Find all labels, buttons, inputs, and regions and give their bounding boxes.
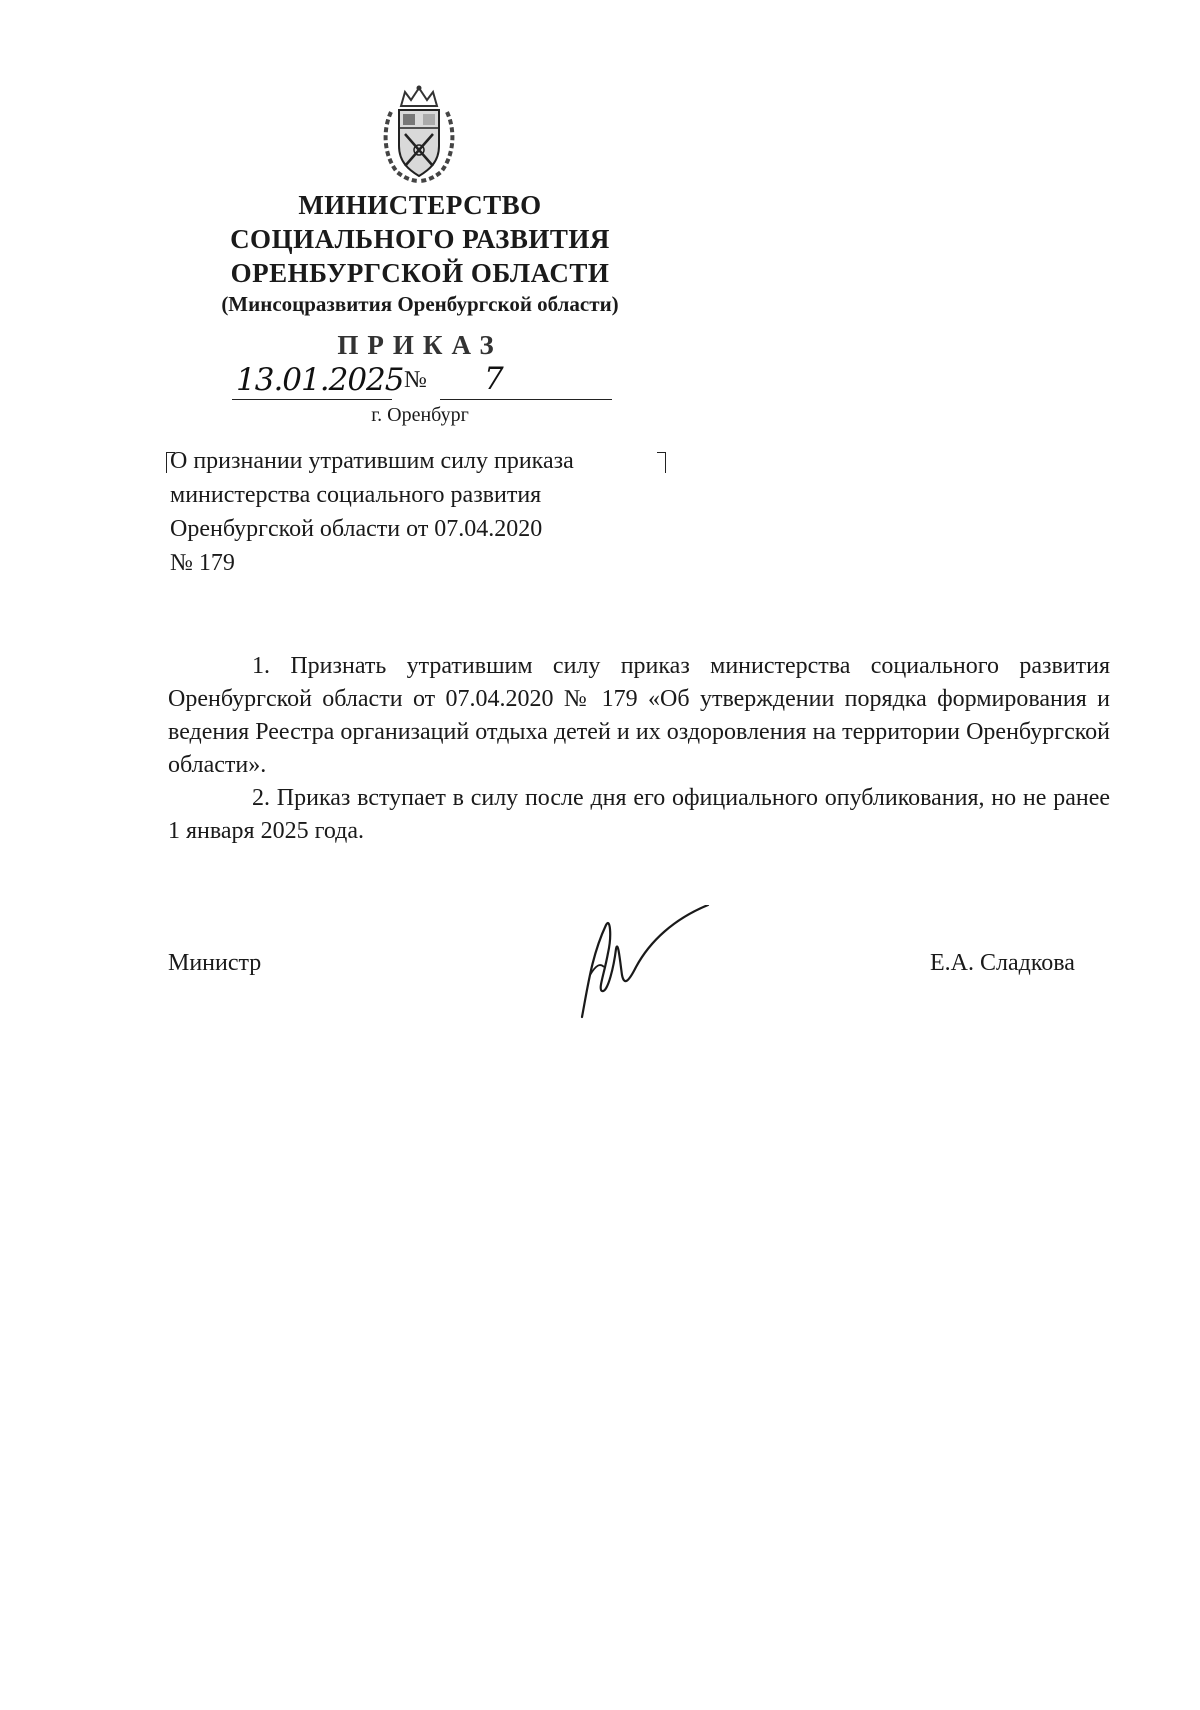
city: г. Оренбург (371, 404, 469, 426)
number-sign: № (404, 367, 427, 393)
oblast-coat-of-arms-icon (377, 84, 461, 184)
body-paragraph-1: 1. Признать утратившим силу приказ министерства социального развития Оренбургской области от 07.04.2020 № 179 «Об утверждении порядка формирования и ведения Реестра организаций отдыха детей и их оздоровления на территории Оренбургской области». (168, 653, 1110, 778)
document-body (168, 650, 1110, 848)
signer-position: Министр (168, 950, 262, 976)
organization-name-line-1: МИНИСТЕРСТВО (298, 190, 542, 220)
subject-line: № 179 (170, 550, 235, 576)
signer-name: Е.А. Сладкова (930, 950, 1075, 976)
body-paragraph-2: 2. Приказ вступает в силу после дня его официального опубликования, но не ранее 1 января 2025 года. (168, 785, 1110, 844)
order-date: 13.01.2025 (236, 362, 404, 398)
registration-row (232, 361, 612, 401)
subject-line: О признании утратившим силу приказа (170, 448, 574, 474)
organization-name-line-3: ОРЕНБУРГСКОЙ ОБЛАСТИ (230, 258, 610, 288)
date-underline (232, 399, 392, 400)
organization-name-line-2: СОЦИАЛЬНОГО РАЗВИТИЯ (230, 224, 610, 254)
order-number: 7 (484, 361, 503, 397)
subject-line: министерства социального развития (170, 482, 542, 508)
handwritten-signature (578, 905, 718, 1025)
organization-short-name: (Минсоцразвития Оренбургской области) (221, 292, 619, 316)
subject-line: Оренбургской области от 07.04.2020 (170, 516, 543, 542)
number-underline (440, 399, 612, 400)
document-subject (170, 444, 660, 580)
document-title: ПРИКАЗ (337, 330, 503, 360)
